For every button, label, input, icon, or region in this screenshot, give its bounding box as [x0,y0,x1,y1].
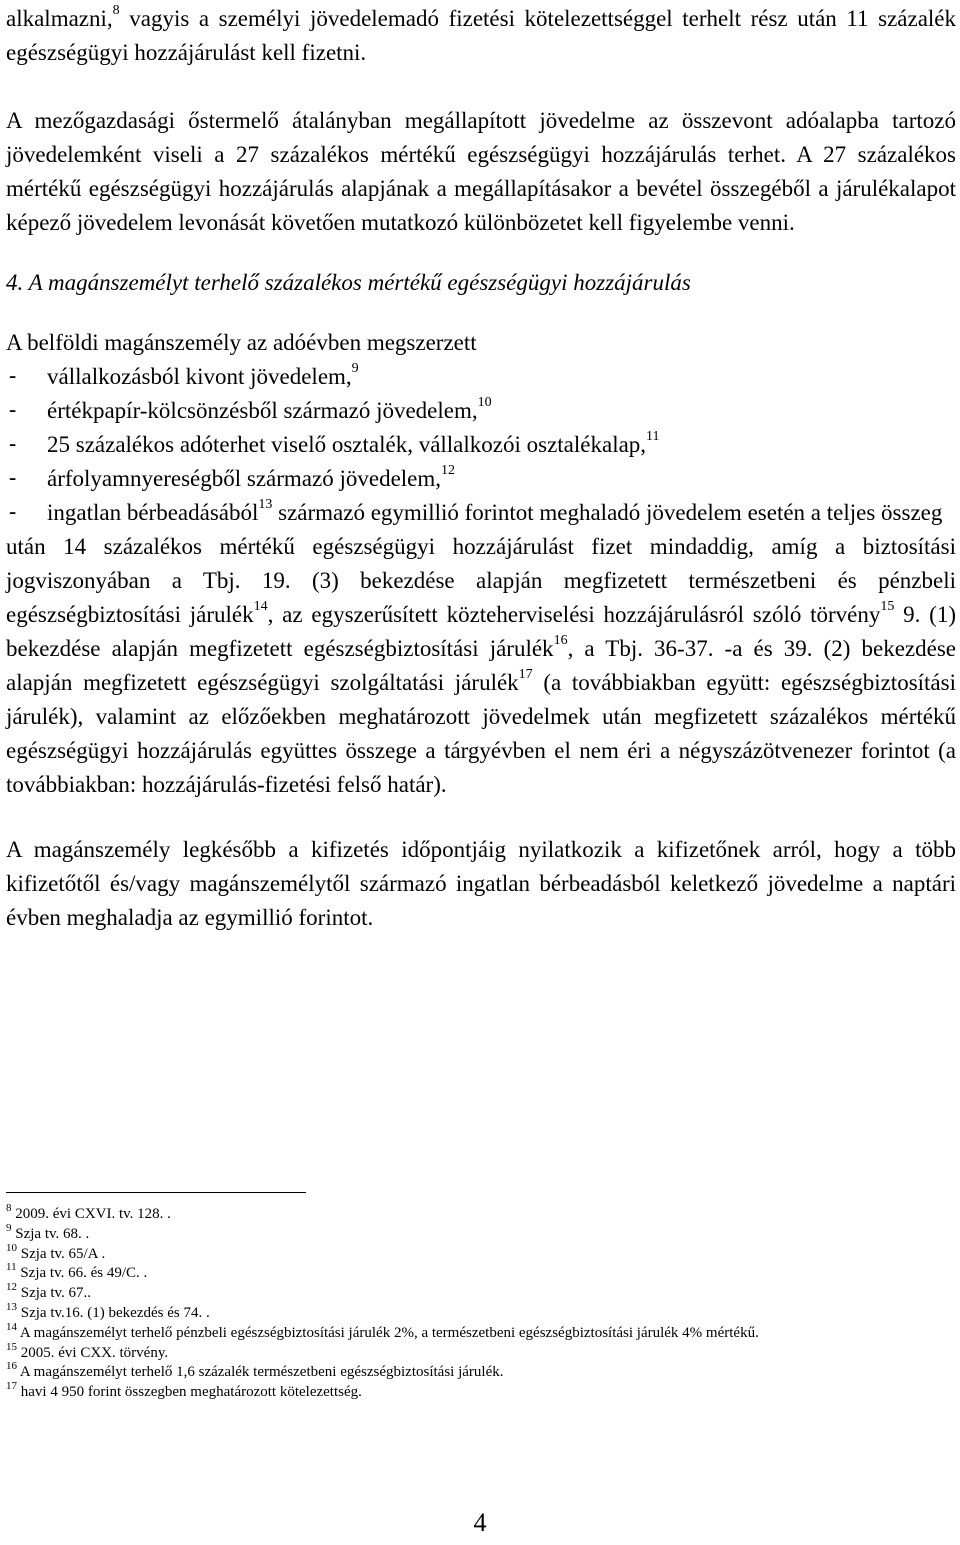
footnote [6,1241,956,1265]
footnote-ref[interactable]: 11 [646,429,660,445]
footnote-ref[interactable]: 8 [112,3,120,19]
list-item [6,394,956,428]
section-intro: A belföldi magánszemély az adóévben megszerzett [6,330,477,355]
footnote-text: 2009. évi CXVI. tv. 128. . [11,1206,171,1222]
footnote-text: Szja tv. 68. . [11,1225,90,1242]
list-item-text: ingatlan bérbeadásából [47,500,259,525]
footnote-text: 2005. évi CXX. törvény. [17,1344,169,1361]
paragraph-text: (a továbbiakban együtt: egészségbiztosítási járulék), valamint az előzőekben meghatározott jövedelmek után megfizetett százalékos mértékű egészségügyi hozzájárulás együttes összege a tárgyévben el nem éri a négyszázötvenezer forintot (a továbbiakban: hozzájárulás-fizetési felső határ). [6,670,956,797]
footnote [6,1320,956,1344]
list-item [6,462,956,496]
footnote-number: 8 [6,1202,12,1214]
paragraph-agricultural: A mezőgazdasági őstermelő átalányban megállapított jövedelme az összevont adóalapba tartozó jövedelemként viseli a 27 százalékos mértékű egészségügyi hozzájárulás terhet. A 27 százalékos mértékű egészségügyi hozzájárulás alapjának a megállapításakor a bevétel összegéből a járulékalapot képező jövedelem levonását követően mutatkozó különbözetet kell figyelembe venni. [6,108,956,235]
footnote-number: 13 [6,1300,17,1313]
footnote-ref[interactable]: 9 [351,361,359,377]
dash-bullet: - [6,500,20,525]
footnote-number: 11 [6,1261,17,1274]
paragraph-text: vagyis a személyi jövedelemadó fizetési kötelezettséggel terhelt rész után 11 százalék egészségügyi hozzájárulást kell fizetni. [6,6,956,65]
footnote-ref[interactable]: 15 [880,599,895,615]
dash-bullet: - [6,364,20,389]
paragraph-text: , az egyszerűsített közteherviselési hozzájárulásról szóló törvény [267,602,881,627]
list-item-text: értékpapír-kölcsönzésből származó jövedelem, [47,398,478,423]
footnote [6,1202,956,1225]
footnote-number: 15 [6,1340,17,1353]
footnote-number: 14 [6,1320,17,1333]
footnote-ref[interactable]: 17 [518,667,533,683]
footnotes [6,1202,956,1403]
document-page [6,0,956,1401]
list-item-text: származó egymillió forintot meghaladó jövedelem esetén a teljes összeg [272,500,943,525]
footnote-text: havi 4 950 forint összegben meghatározott kötelezettség. [17,1384,362,1401]
dash-list [6,360,956,530]
list-item-text: vállalkozásból kivont jövedelem, [47,364,352,389]
paragraph-declaration: A magánszemély legkésőbb a kifizetés időpontjáig nyilatkozik a kifizetőnek arról, hogy a több kifizetőtől és/vagy magánszemélytől származó ingatlan bérbeadásból keletkező jövedelme a naptári évben meghaladja az egymillió forintot. [6,837,956,930]
footnote-text: A magánszemélyt terhelő pénzbeli egészségbiztosítási járulék 2%, a természetbeni egészségbiztosítási járulék 4% mértékű. [17,1324,759,1341]
dash-bullet: - [6,432,20,457]
footnote-ref[interactable]: 12 [441,463,456,479]
paragraph-continuation [6,2,956,70]
section-heading: 4. A magánszemélyt terhelő százalékos mértékű egészségügyi hozzájárulás [6,270,691,295]
footnote-text: A magánszemélyt terhelő 1,6 százalék természetbeni egészségbiztosítási járulék. [17,1364,504,1381]
paragraph-text: után 14 százalékos mértékű egészségügyi hozzájárulást fizet mindaddig, amíg a biztosítási jogviszonyában a Tbj. 19. (3) bekezdése alapján megfizetett természetbeni és pénzbeli egészségbiztosítási járulék [6,534,956,627]
footnote [6,1221,956,1245]
footnote [6,1261,956,1284]
list-item [6,496,956,530]
list-item [6,428,956,462]
paragraph-text: , a Tbj. 36-37. -a és 39. (2) bekezdése alapján megfizetett egészségügyi szolgáltatási járulék [6,636,956,695]
dash-bullet: - [6,398,20,423]
footnote-text: Szja tv.16. (1) bekezdés és 74. . [17,1304,210,1321]
footnote-number: 12 [6,1281,17,1294]
footnote [6,1380,956,1403]
footnote [6,1281,956,1304]
footnote-ref[interactable]: 16 [553,633,568,649]
list-item-text: árfolyamnyereségből származó jövedelem, [47,466,442,491]
footnote [6,1300,956,1324]
footnote-ref[interactable]: 14 [253,599,268,615]
footnote-ref[interactable]: 13 [258,497,273,513]
paragraph-text: 9. (1) bekezdése alapján megfizetett egészségbiztosítási járulék [6,602,956,661]
footnote-number: 16 [6,1360,17,1373]
paragraph-contribution-cap [6,530,956,802]
footnote [6,1340,956,1364]
dash-bullet: - [6,466,20,491]
footnote [6,1360,956,1383]
footnote-number: 17 [6,1380,17,1393]
footnote-number: 10 [6,1241,17,1254]
footnote-text: Szja tv. 67.. [17,1285,92,1302]
list-item-text: 25 százalékos adóterhet viselő osztalék, vállalkozói osztalékalap, [47,432,647,457]
footnote-number: 9 [6,1221,12,1234]
footnote-separator [6,1192,306,1193]
footnote-text: Szja tv. 66. és 49/C. . [16,1265,148,1282]
footnote-text: Szja tv. 65/A . [17,1245,106,1262]
paragraph-text: alkalmazni, [6,6,113,31]
page-number: 4 [473,1508,487,1537]
list-item [6,360,956,394]
footnote-ref[interactable]: 10 [477,395,492,411]
